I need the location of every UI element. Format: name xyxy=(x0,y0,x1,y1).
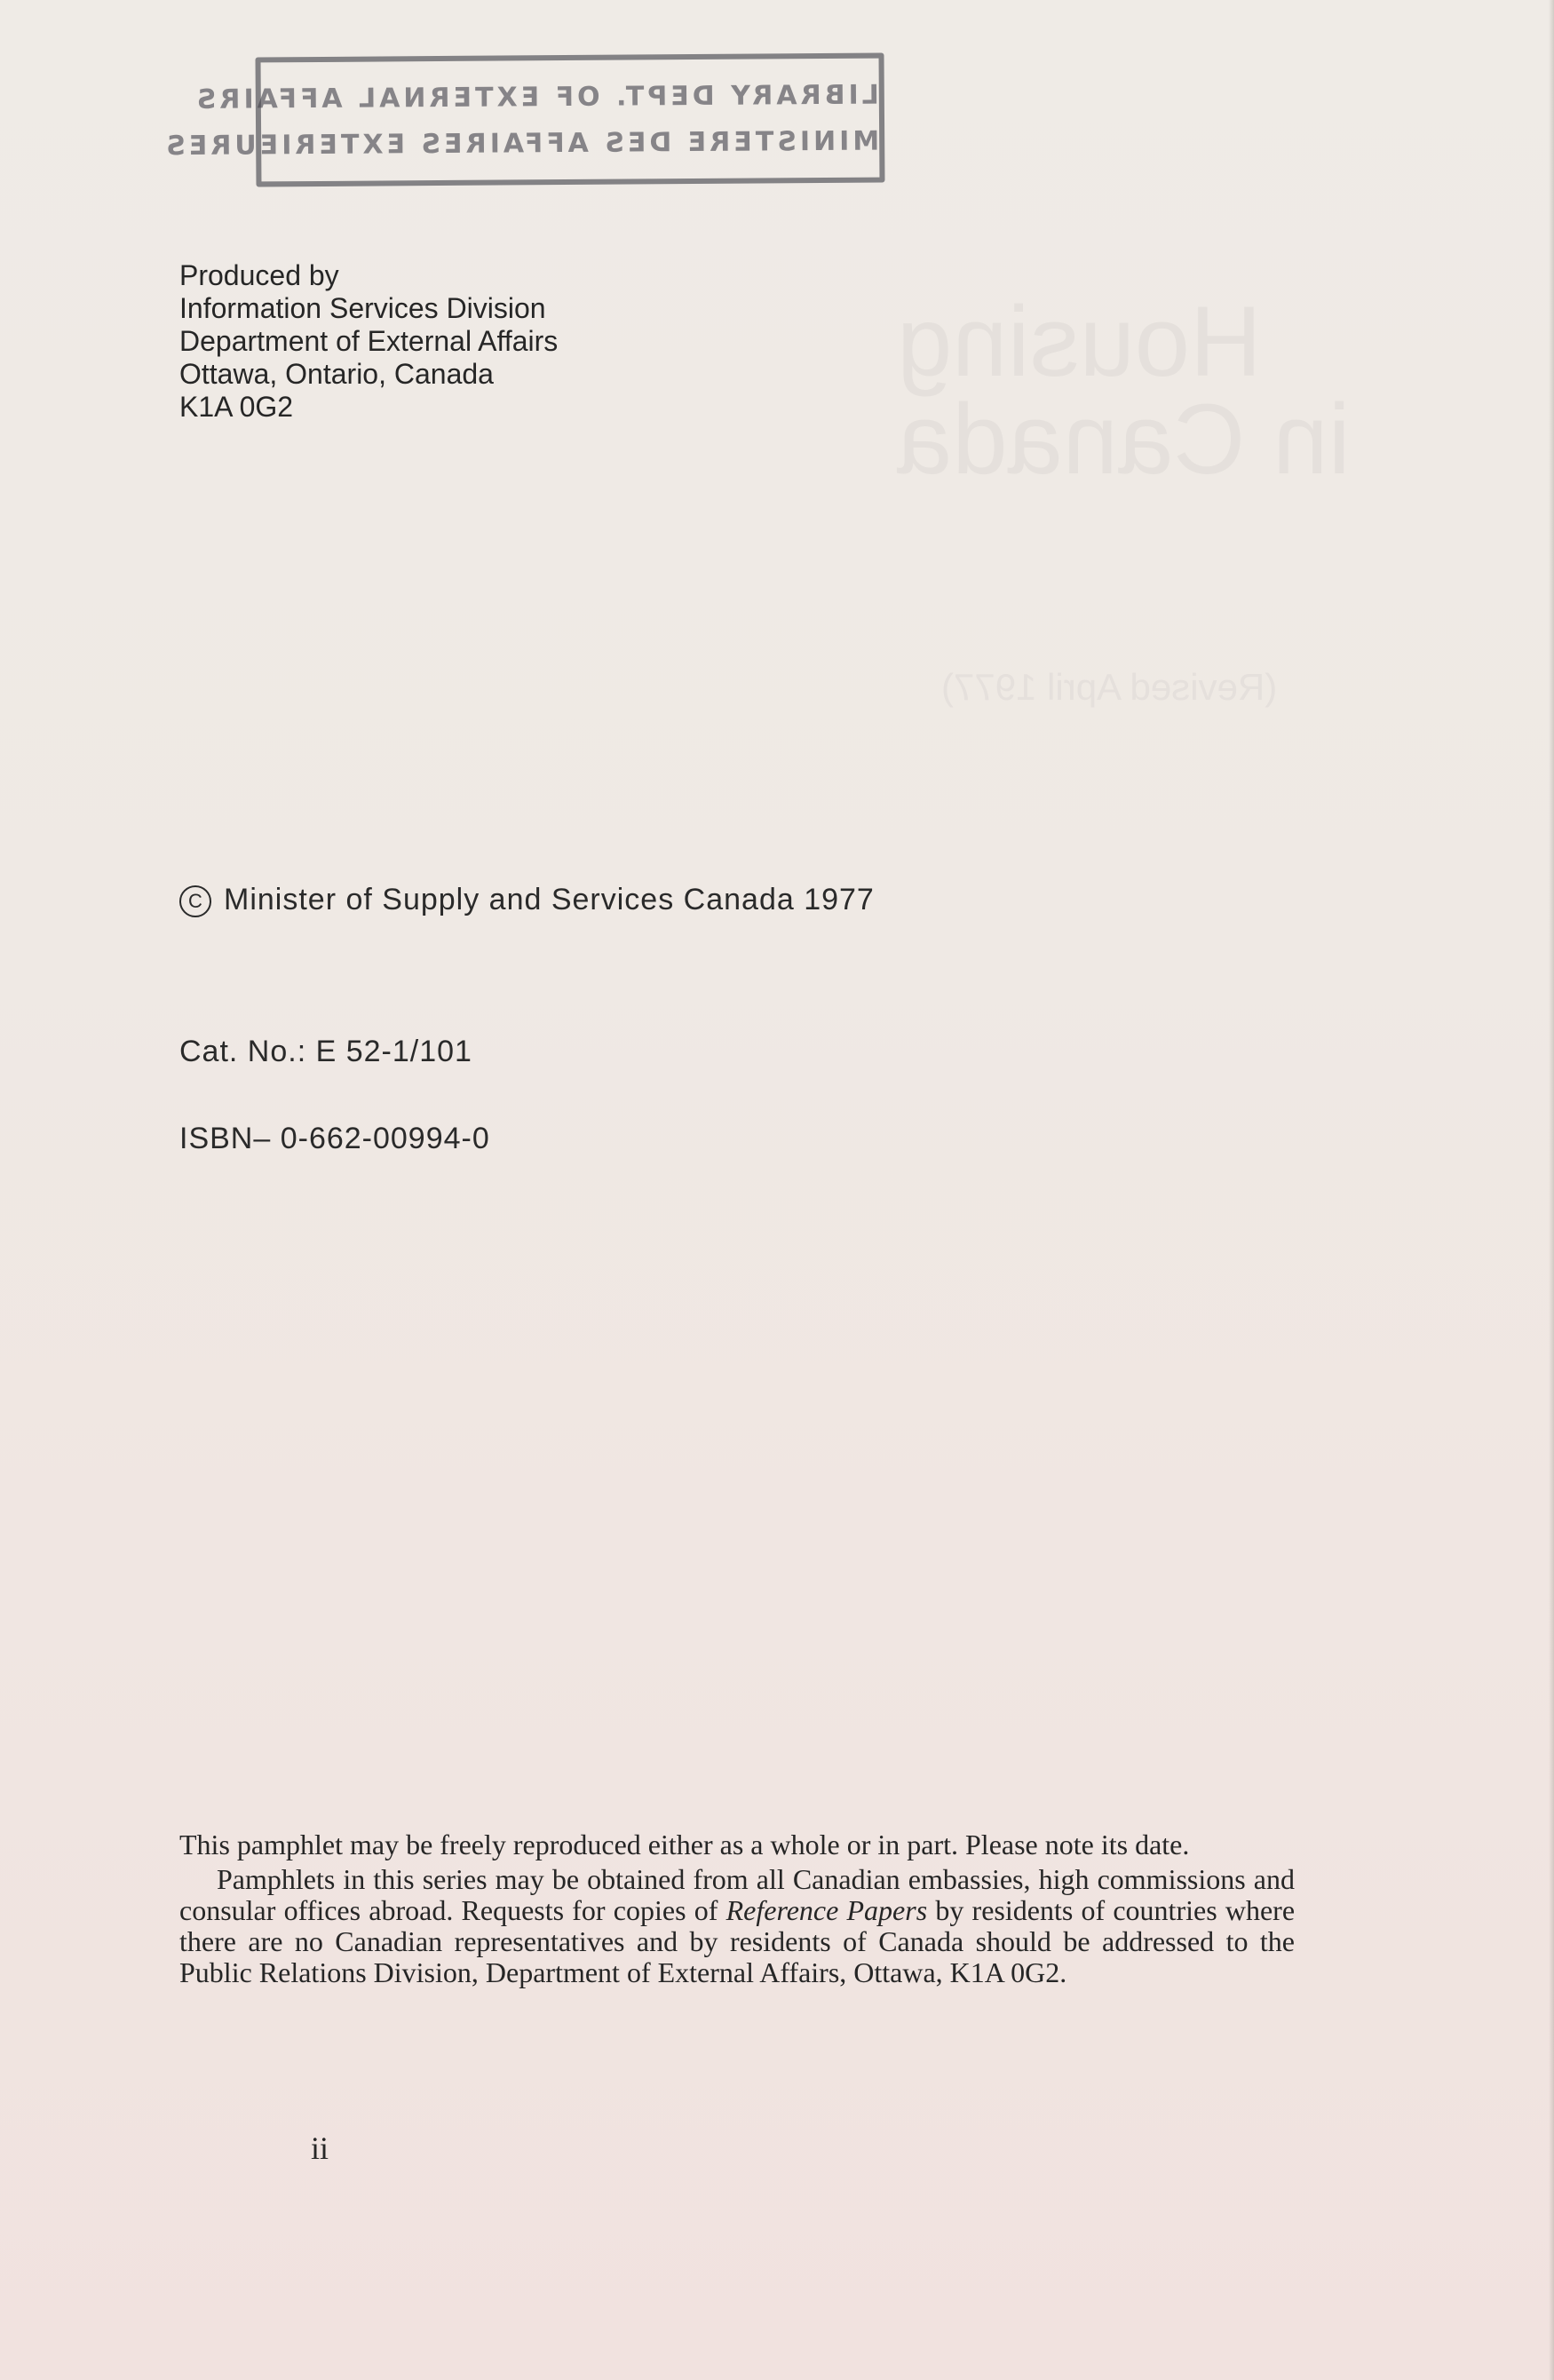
show-through-title-line1: Housing xyxy=(897,286,1262,397)
producer-line: Ottawa, Ontario, Canada xyxy=(179,358,494,390)
notice-text: by residents of countries where there are no Canadian representatives and by residents of Canada should be addressed to the Public Relations Division, Department of External Affairs, Ottawa, K1A 0G2. xyxy=(179,1894,1296,1988)
copyright-icon: C xyxy=(179,885,211,917)
library-stamp xyxy=(163,53,884,187)
producer-line: Information Services Division xyxy=(179,292,546,324)
producer-block xyxy=(179,259,558,424)
notice-paragraph-1: This pamphlet may be freely reproduced either as a whole or in part. Please note its date. xyxy=(179,1829,1190,1860)
reproduction-notice xyxy=(179,1829,1295,1988)
page-edge xyxy=(1549,0,1554,2380)
show-through-title-line2: in Canada xyxy=(897,384,1351,495)
stamp-line-1: LIBRARY DEPT. OF EXTERNAL AFFAIRS xyxy=(193,79,879,115)
producer-line: Department of External Affairs xyxy=(179,325,559,357)
notice-italic-title: Reference Papers xyxy=(725,1894,928,1926)
producer-line: Produced by xyxy=(179,259,339,291)
show-through-revised: (Revised April 1977) xyxy=(941,666,1278,708)
isbn: ISBN– 0-662-00994-0 xyxy=(179,1122,490,1155)
copyright-line xyxy=(179,883,875,917)
page-number: ii xyxy=(311,2130,329,2166)
notice-text: Pamphlets in this series may be obtained from all Canadian embassies, high commissions and consular offices abroad. Requests for copies of xyxy=(179,1863,1295,1926)
copyright-text: Minister of Supply and Services Canada 1977 xyxy=(224,883,875,916)
catalogue-number: Cat. No.: E 52-1/101 xyxy=(179,1035,472,1068)
producer-line: K1A 0G2 xyxy=(179,391,294,423)
notice-paragraph-2 xyxy=(179,1864,1295,1988)
stamp-line-2: MINISTERE DES AFFAIRES EXTERIEURES xyxy=(163,125,880,163)
